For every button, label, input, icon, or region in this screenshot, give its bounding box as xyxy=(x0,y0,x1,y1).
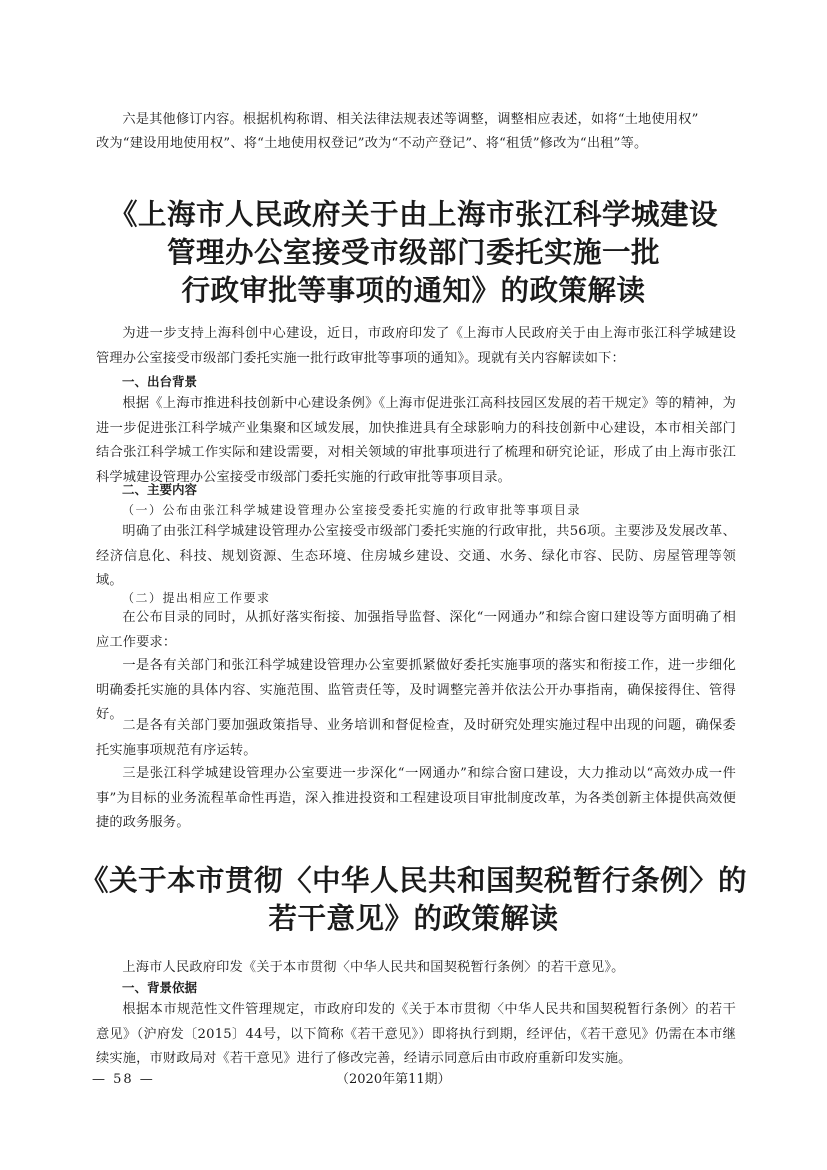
article1-title-line-3: 行政审批等事项的通知》的政策解读 xyxy=(181,274,646,307)
article1-section1-heading: 一、出台背景 xyxy=(122,374,198,389)
page-number: — 58 — xyxy=(92,1072,155,1087)
article1-title-line-1: 《上海市人民政府关于由上海市张江科学城建设 xyxy=(108,198,718,231)
article2-lead: 上海市人民政府印发《关于本市贯彻〈中华人民共和国契税暂行条例〉的若干意见》。 xyxy=(122,960,625,975)
article1-sub1-heading: （一）公布由张江科学城建设管理办公室接受委托实施的行政审批等事项目录 xyxy=(122,503,582,517)
article1-lead: 为进一步支持上海科创中心建设，近日，市政府印发了《上海市人民政府关于由上海市张江科学城建设管理办公室接受市级部门委托实施一批行政审批等事项的通知》。现就有关内容解读如下： xyxy=(96,326,736,366)
article1-item-3: 三是张江科学城建设管理办公室要进一步深化“一网通办”和综合窗口建设，大力推动以“高效办成一件事”为目标的业务流程革命性再造，深入推进投资和工程建设项目审批制度改革，为各类创新主体提供高效便捷的政务服务。 xyxy=(96,766,736,830)
article1-item-2: 二是各有关部门要加强政策指导、业务培训和督促检查，及时研究处理实施过程中出现的问题，确保委托实施事项规范有序运转。 xyxy=(96,718,736,758)
article1-sub2-text: 在公布目录的同时，从抓好落实衔接、加强指导监督、深化“一网通办”和综合窗口建设等方面明确了相应工作要求： xyxy=(96,610,736,650)
article2-section1-heading: 一、背景依据 xyxy=(122,980,198,995)
article2-title-line-2: 若干意见》的政策解读 xyxy=(268,902,559,935)
article2-section1-text: 根据本市规范性文件管理规定，市政府印发的《关于本市贯彻〈中华人民共和国契税暂行条例〉的若干意见》（沪府发〔2015〕44号，以下简称《若干意见》）即将执行到期，经评估，《若干意见》仍需在本市继续实施，市财政局对《若干意见》进行了修改完善，经请示同意后由市政府重新印发实施。 xyxy=(96,1002,736,1066)
article1-title-line-2: 管理办公室接受市级部门委托实施一批 xyxy=(166,236,660,269)
intro-line-1: 六是其他修订内容。根据机构称谓、相关法律法规表述等调整，调整相应表述，如将“土地使用权” xyxy=(122,112,699,127)
issue-label: （2020年第11期） xyxy=(336,1072,451,1087)
article1-item-1: 一是各有关部门和张江科学城建设管理办公室要抓紧做好委托实施事项的落实和衔接工作，进一步细化明确委托实施的具体内容、实施范围、监管责任等，及时调整完善并依法公开办事指南，确保接得住、管得好。 xyxy=(96,658,736,722)
article1-sub2-heading: （二）提出相应工作要求 xyxy=(122,591,271,605)
article1-sub1-text: 明确了由张江科学城建设管理办公室接受市级部门委托实施的行政审批，共56项。主要涉及发展改革、经济信息化、科技、规划资源、生态环境、住房城乡建设、交通、水务、绿化市容、民防、房屋管理等领域。 xyxy=(96,524,736,588)
article1-section1-text: 根据《上海市推进科技创新中心建设条例》《上海市促进张江高科技园区发展的若干规定》等的精神，为进一步促进张江科学城产业集聚和区域发展，加快推进具有全球影响力的科技创新中心建设，本市相关部门结合张江科学城工作实际和建设需要，对相关领域的审批事项进行了梳理和研究论证，形成了由上海市张江科学城建设管理办公室接受市级部门委托实施的行政审批等事项目录。 xyxy=(96,396,736,485)
article1-section2-heading: 二、主要内容 xyxy=(122,482,198,497)
article2-title-line-1: 《关于本市贯彻〈中华人民共和国契税暂行条例〉的 xyxy=(79,864,747,897)
intro-line-2: 改为“建设用地使用权”、将“土地使用权登记”改为“不动产登记”、将“租赁”修改为“出租”等。 xyxy=(96,136,648,151)
